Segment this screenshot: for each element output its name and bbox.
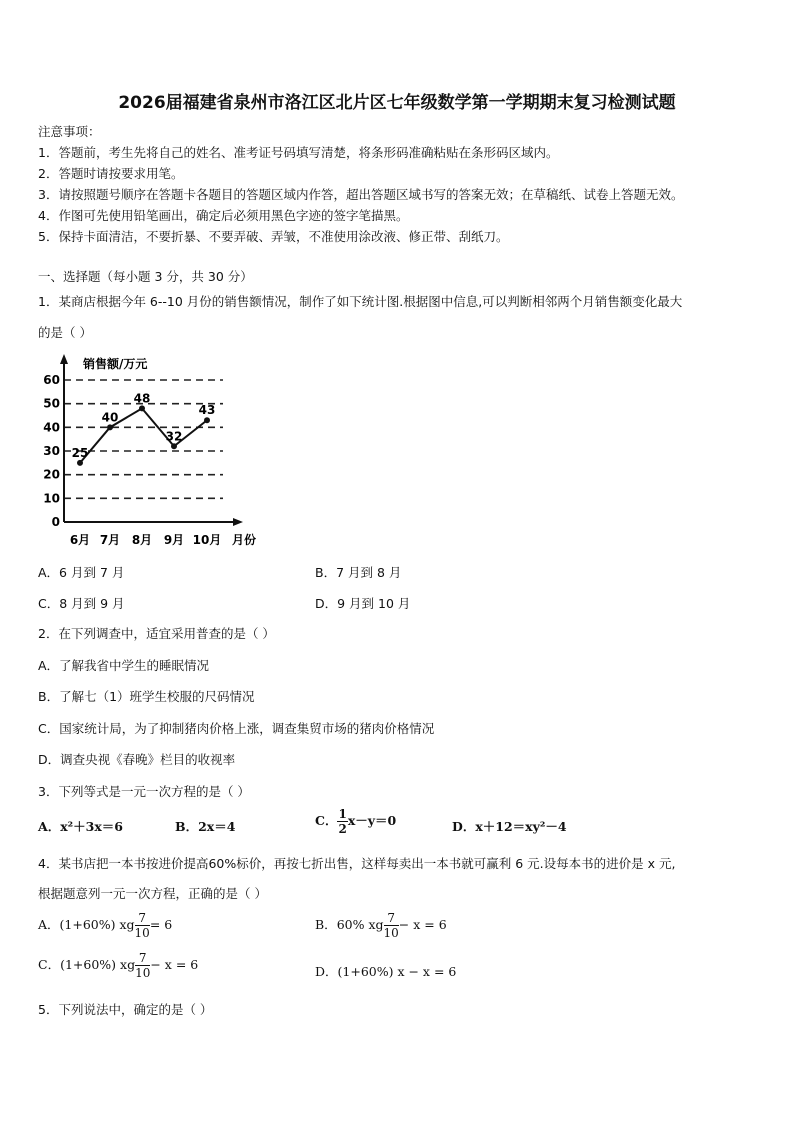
fraction-denominator: 10 — [134, 926, 150, 940]
q4-option-a-right: = 6 — [149, 917, 173, 932]
series-line — [80, 408, 207, 462]
notice-heading: 注意事项： — [38, 124, 101, 139]
chart-x-axis-label: 月份 — [232, 533, 257, 547]
q3-option-d: D．x＋12＝xy²－4 — [452, 819, 567, 834]
q3-option-c-expression: x－y＝0 — [347, 813, 397, 828]
q2-option-d: D．调查央视《春晚》栏目的收视率 — [38, 752, 236, 767]
q4-option-b-left: 60% xg — [336, 917, 384, 932]
q4-option-a-fraction — [135, 912, 150, 939]
q1-option-c: C．8 月到 9 月 — [38, 596, 125, 611]
q4-option-c-left: (1+60%) xg — [60, 957, 136, 972]
fraction-denominator: 2 — [338, 822, 347, 836]
q1-option-b: B．7 月到 8 月 — [315, 565, 402, 580]
chart-points — [77, 405, 210, 465]
notice-item-3: 3．请按照题号顺序在答题卡各题目的答题区域内作答，超出答题区域书写的答案无效；在草稿纸、试卷上答题无效。 — [38, 187, 684, 202]
x-tick-label: 10月 — [192, 533, 222, 547]
y-tick-label: 30 — [43, 444, 60, 458]
exam-title: 2026届福建省泉州市洛江区北片区七年级数学第一学期期末复习检测试题 — [118, 93, 676, 113]
q2-option-b: B．了解七（1）班学生校服的尺码情况 — [38, 689, 255, 704]
fraction-numerator: 7 — [384, 912, 399, 926]
q4-option-b-fraction — [384, 912, 399, 939]
y-axis-arrow — [60, 354, 68, 364]
data-label: 40 — [101, 410, 119, 425]
chart-value-labels — [72, 391, 216, 459]
q3-option-c — [315, 808, 396, 835]
y-tick-label: 0 — [51, 515, 60, 529]
fraction-numerator: 7 — [135, 952, 150, 966]
y-tick-label: 20 — [43, 467, 60, 482]
data-label: 32 — [165, 429, 183, 444]
notice-item-2: 2．答题时请按要求用笔。 — [38, 166, 184, 181]
chart-y-axis-label: 销售额/万元 — [83, 357, 148, 371]
q4-option-c — [38, 952, 198, 979]
q4-option-c-fraction — [135, 952, 150, 979]
q4-option-b — [315, 912, 447, 939]
q1-option-a: A．6 月到 7 月 — [38, 565, 125, 580]
data-label: 25 — [71, 445, 89, 460]
y-tick-label: 60 — [43, 373, 60, 387]
chart-y-ticks — [43, 373, 60, 529]
q2-stem: 2．在下列调查中，适宜采用普查的是（ ） — [38, 626, 275, 641]
notice-item-4: 4．作图可先使用铅笔画出，确定后必须用黑色字迹的签字笔描黑。 — [38, 208, 409, 223]
x-tick-label: 6月 — [69, 533, 91, 547]
q1-stem-line2: 的是（ ） — [38, 325, 92, 340]
y-tick-label: 40 — [43, 420, 60, 435]
notice-item-1: 1．答题前，考生先将自己的姓名、准考证号码填写清楚，将条形码准确粘贴在条形码区域内。 — [38, 145, 559, 160]
y-tick-label: 50 — [43, 396, 60, 411]
fraction-numerator: 1 — [338, 807, 347, 821]
q4-option-a — [38, 912, 172, 939]
data-point — [107, 424, 113, 430]
q3-option-a: A．x²＋3x＝6 — [38, 819, 123, 834]
q2-option-c: C．国家统计局，为了抑制猪肉价格上涨，调查集贸市场的猪肉价格情况 — [38, 721, 435, 736]
q3-option-b: B．2x＝4 — [175, 819, 236, 834]
x-tick-label: 7月 — [99, 533, 121, 547]
q1-stem-line1: 1．某商店根据今年 6--10 月份的销售额情况，制作了如下统计图.根据图中信息,可以判断相邻两个月销售额变化最大 — [38, 294, 683, 309]
q1-option-d: D．9 月到 10 月 — [315, 596, 411, 611]
q4-option-a-prefix: A． — [38, 917, 60, 932]
q3-option-c-prefix: C． — [315, 813, 338, 828]
notice-item-5: 5．保持卡面清洁，不要折暴、不要弄破、弄皱，不准使用涂改液、修正带、刮纸刀。 — [38, 229, 509, 244]
q4-option-c-right: − x = 6 — [150, 957, 199, 972]
chart-x-ticks — [70, 533, 222, 547]
y-tick-label: 10 — [43, 491, 60, 506]
q4-stem-line2: 根据题意列一元一次方程，正确的是（ ） — [38, 886, 267, 901]
section-heading: 一、选择题（每小题 3 分，共 30 分） — [38, 269, 253, 284]
chart-series-line — [80, 408, 207, 462]
q4-option-d: D．(1+60%) x − x = 6 — [315, 964, 457, 979]
q4-option-a-left: (1+60%) xg — [59, 917, 135, 932]
q3-stem: 3．下列等式是一元一次方程的是（ ） — [38, 784, 250, 799]
data-point — [204, 417, 210, 423]
sales-line-chart — [38, 350, 288, 550]
fraction-numerator: 7 — [135, 912, 150, 926]
q5-stem: 5．下列说法中，确定的是（ ） — [38, 1002, 213, 1017]
x-axis-arrow — [233, 518, 243, 526]
q4-option-b-right: − x = 6 — [398, 917, 447, 932]
fraction-denominator: 10 — [135, 966, 151, 980]
data-label: 48 — [133, 391, 151, 406]
data-point — [171, 443, 177, 449]
q4-option-b-prefix: B． — [315, 917, 337, 932]
x-tick-label: 8月 — [131, 533, 153, 547]
data-point — [139, 405, 145, 411]
data-label: 43 — [198, 403, 216, 418]
x-tick-label: 9月 — [163, 533, 185, 547]
data-point — [77, 460, 83, 466]
q4-stem-line1: 4．某书店把一本书按进价提高60%标价，再按七折出售，这样每卖出一本书就可赢利 6 元.设每本书的进价是 x 元, — [38, 856, 676, 871]
q2-option-a: A．了解我省中学生的睡眠情况 — [38, 658, 210, 673]
fraction-denominator: 10 — [383, 926, 399, 940]
q4-option-c-prefix: C． — [38, 957, 61, 972]
q3-option-c-fraction — [337, 808, 347, 835]
